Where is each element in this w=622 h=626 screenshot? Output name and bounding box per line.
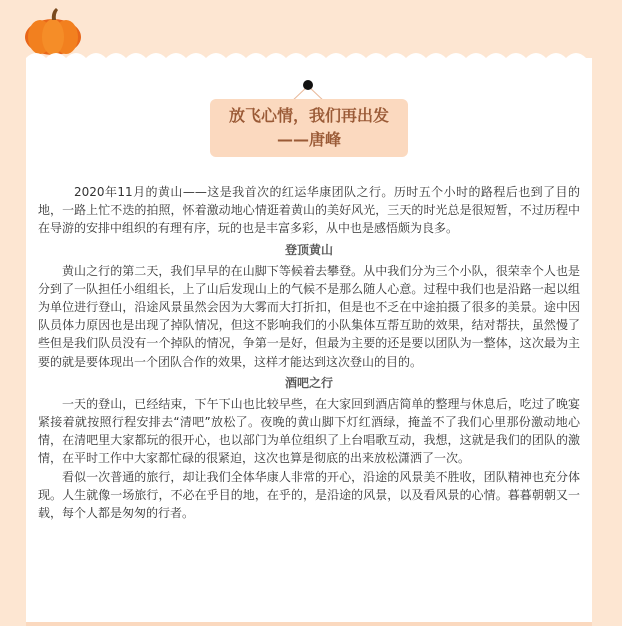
- section-paragraph-bar: 一天的登山，已经结束，下午下山也比较早些，在大家回到酒店简单的整理与休息后，吃过了晚宴紧接着就按照行程安排去“清吧”放松了。夜晚的黄山脚下灯红酒绿，掩盖不了我们心里那份激动地心情，在清吧里大家都玩的很开心，也以部门为单位组织了上台唱歌互动，我想，这就是我们的团队的激情，在平时工作中大家都忙碌的很紧迫，这次也算是彻底的出来放松潇洒了一次。: [38, 396, 580, 466]
- bottom-strip: [26, 622, 592, 626]
- section-title-summit: 登顶黄山: [284, 242, 333, 257]
- article-body: [38, 183, 580, 522]
- page-title: 放飞心情，我们再出发: [228, 106, 389, 125]
- intro-paragraph: 2020年11月的黄山——这是我首次的红运华康团队之行。历时五个小时的路程后也到了目的地，一路上忙不迭的拍照，怀着激动地心情逛着黄山的美好风光，三天的时光总是很短暂，不过历程中在导游的安排中组织的有理有序，玩的也是丰富多彩，从中也是感悟颇为良多。: [38, 185, 580, 236]
- closing-paragraph: 看似一次普通的旅行，却让我们全体华康人非常的开心，沿途的风景美不胜收，团队精神也充分体现。人生就像一场旅行，不必在乎目的地，在乎的，是沿途的风景，以及看风景的心情。暮暮朝朝又一载，每个人都是匆匆的行者。: [38, 469, 580, 521]
- section-title-bar: 酒吧之行: [284, 375, 333, 390]
- author-line: ——唐峰: [276, 130, 341, 149]
- title-box: [210, 99, 408, 157]
- scalloped-edge: [26, 44, 592, 68]
- section-paragraph-summit: 黄山之行的第二天，我们早早的在山脚下等候着去攀登。从中我们分为三个小队，很荣幸个人也是分到了一队担任小组组长，上了山后发现山上的气候不是那么随人心意。过程中我们也是沿路一起以组为单位进行登山，沿途风景虽然会因为大雾而大打折扣，但是也不乏在中途拍摄了很多的美景。途中因队员体力原因也是出现了掉队情况，但这不影响我们的小队集体互帮互助的效果，结对帮扶，虽然慢了些但是我们队员没有一个掉队的情况，争第一是好，但最为主要的还是要以团队为一整体，这次最为主要的就是要体现出一个团队合作的效果，这样才能达到这次登山的目的。: [38, 263, 580, 369]
- pin-icon: [303, 80, 313, 90]
